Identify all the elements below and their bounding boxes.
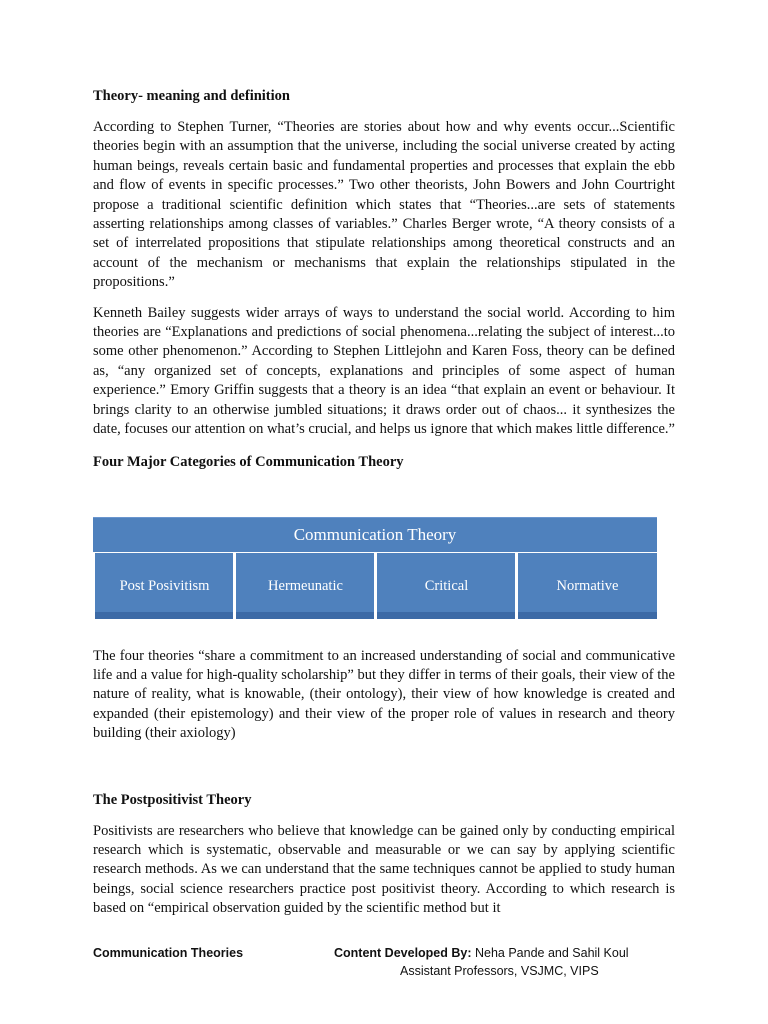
category-hermeneutic: Hermeunatic <box>236 553 375 612</box>
diagram-separator <box>233 553 236 620</box>
footer-credits-names: Neha Pande and Sahil Koul <box>471 946 629 960</box>
heading-four-categories: Four Major Categories of Communication Theory <box>93 453 404 470</box>
paragraph-four-theories: The four theories “share a commitment to an increased understanding of social and communicative life and a value for high-quality scholarship” but they differ in terms of their goals, their view of the nature of reality, what is knowable, (their ontology), their view of how knowledge is created and expanded (their epistemology) and their view of the proper role of values in research and theory building (their axiology) <box>93 647 675 742</box>
diagram-separator <box>515 553 518 620</box>
diagram-categories <box>93 553 657 620</box>
heading-postpositivist: The Postpositivist Theory <box>93 791 252 808</box>
document-page <box>93 86 675 919</box>
category-normative: Normative <box>518 553 657 612</box>
footer-credits <box>334 946 629 960</box>
paragraph-bailey: Kenneth Bailey suggests wider arrays of ways to understand the social world. According to him theories are “Explanations and predictions of social phenomena...relating the subject of interest...to some other phenomenon.” According to Stephen Littlejohn and Karen Foss, theory can be defined as, “any organized set of concepts, explanations and principles of some aspect of human experience.” Emory Griffin suggests that a theory is an idea “that explain an event or behaviour. It brings clarity to an otherwise jumbled situations; it draws order out of chaos... it synthesizes the date, focuses our attention on what’s crucial, and helps us ignore that which makes little difference.” <box>93 304 675 438</box>
footer-course-title: Communication Theories <box>93 946 244 960</box>
diagram-title: Communication Theory <box>93 517 657 552</box>
category-post-positivism: Post Posivitism <box>95 553 234 612</box>
footer-affiliation: Assistant Professors, VSJMC, VIPS <box>400 964 599 978</box>
communication-theory-diagram <box>93 517 657 622</box>
heading-theory-meaning: Theory- meaning and definition <box>93 88 290 104</box>
paragraph-positivists: Positivists are researchers who believe that knowledge can be gained only by conducting empirical research which is systematic, observable and measurable or we can say by applying scientific research methods. As we can understand that the same techniques cannot be applied to study human beings, social science researchers practice post positivist theory. According to which research is based on “empirical observation guided by the scientific method but it <box>93 822 675 917</box>
diagram-separator <box>374 553 377 620</box>
footer-credits-label: Content Developed By: <box>334 946 472 960</box>
category-critical: Critical <box>377 553 516 612</box>
paragraph-turner: According to Stephen Turner, “Theories are stories about how and why events occur...Scientific theories begin with an assumption that the universe, including the social universe created by acting human beings, reveals certain basic and fundamental properties and processes that explain the ebb and flow of events in specific processes.” Two other theorists, John Bowers and John Courtright propose a traditional scientific definition which states that “Theories...are sets of statements asserting relationships among classes of variables.” Charles Berger wrote, “A theory consists of a set of interrelated propositions that stipulate relationships among theoretical constructs and an account of the mechanism or mechanisms that explain the relationships stipulated in the propositions.” <box>93 119 675 291</box>
